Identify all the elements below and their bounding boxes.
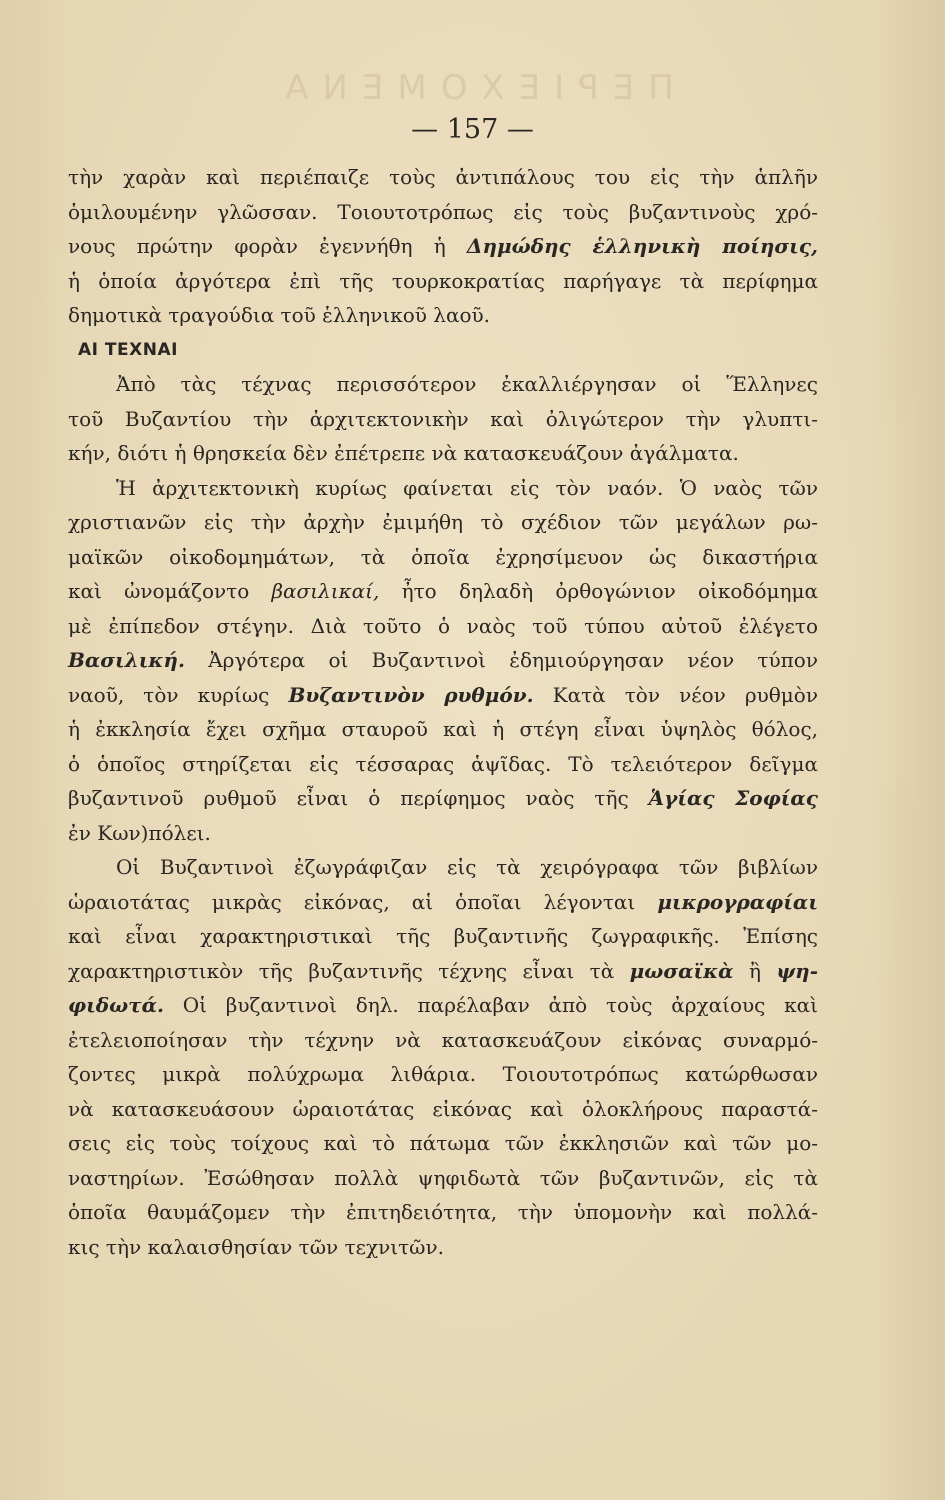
text-line: τὴν χαρὰν καὶ περιέπαιζε τοὺς ἀντιπάλους του εἰς τὴν ἁπλῆν	[68, 165, 818, 189]
text-line: χριστιανῶν εἰς τὴν ἀρχὴν ἐμιμήθη τὸ σχέδιον τῶν μεγάλων ρω-	[68, 510, 818, 534]
text-line: τοῦ Βυζαντίου τὴν ἀρχιτεκτονικὴν καὶ ὀλιγώτερον τὴν γλυπτι-	[68, 406, 818, 431]
text-run: νους πρώτην φορὰν ἐγεννήθη ἡ	[68, 234, 467, 258]
text-line	[68, 988, 818, 1023]
section-heading: ΑΙ ΤΕΧΝΑΙ	[78, 339, 178, 360]
text-line: Ἡ ἀρχιτεκτονικὴ κυρίως φαίνεται εἰς τὸν ναόν. Ὁ ναὸς τῶν	[116, 475, 818, 500]
text-line: νὰ κατασκευάσουν ὡραιοτάτας εἰκόνας καὶ ὁλοκλήρους παραστά-	[68, 1096, 818, 1121]
text-line: ὁ ὁποῖος στηρίζεται εἰς τέσσαρας ἁψῖδας. Τὸ τελειότερον δεῖγμα	[68, 751, 818, 776]
text-line: ὁποῖα θαυμάζομεν τὴν ἐπιτηδειότητα, τὴν ὑπομονὴν καὶ πολλά-	[68, 1200, 818, 1224]
text-run: καὶ ὠνομάζοντο	[68, 579, 272, 603]
text-line: μὲ ἐπίπεδον στέγην. Διὰ τοῦτο ὁ ναὸς τοῦ τύπου αὐτοῦ ἐλέγετο	[68, 613, 818, 638]
text-run: Οἱ βυζαντινοὶ δηλ. παρέλαβαν ἀπὸ τοὺς ἀρχαίους καὶ	[163, 993, 818, 1017]
emphasis-term: Βυζαντινὸν ρυθμόν.	[288, 682, 534, 707]
text-run: ἦτο δηλαδὴ ὀρθογώνιον οἰκοδόμημα	[379, 579, 818, 603]
emphasis-term: Βασιλική.	[68, 648, 185, 672]
text-line: ὁμιλουμένην γλῶσσαν. Τοιουτοτρόπως εἰς τοὺς βυζαντινοὺς χρό-	[68, 199, 818, 224]
emphasis-term: Δημώδης ἑλληνικὴ ποίησις,	[466, 234, 818, 258]
text-line	[68, 885, 818, 920]
text-line: Οἱ Βυζαντινοὶ ἐζωγράφιζαν εἰς τὰ χειρόγραφα τῶν βιβλίων	[116, 855, 818, 879]
body-text	[68, 160, 818, 1264]
text-line: δημοτικὰ τραγούδια τοῦ ἑλληνικοῦ λαοῦ.	[68, 303, 491, 327]
text-line: κις τὴν καλαισθησίαν τῶν τεχνιτῶν.	[68, 1234, 445, 1259]
text-line: ναστηρίων. Ἐσώθησαν πολλὰ ψηφιδωτὰ τῶν βυζαντινῶν, εἰς τὰ	[68, 1165, 818, 1190]
text-line	[68, 954, 818, 989]
emphasis-term: φιδωτά.	[68, 993, 164, 1017]
text-line: σεις εἰς τοὺς τοίχους καὶ τὸ πάτωμα τῶν ἐκκλησιῶν καὶ τῶν μο-	[68, 1131, 818, 1155]
text-run: ἢ	[733, 958, 777, 983]
emphasis-term: μωσαϊκὰ	[629, 958, 734, 983]
text-line: μαϊκῶν οἰκοδομημάτων, τὰ ὁποῖα ἐχρησίμευον ὡς δικαστήρια	[68, 544, 818, 569]
text-line	[68, 229, 818, 264]
text-line	[68, 643, 818, 678]
emphasis-term: Ἁγίας Σοφίας	[648, 786, 818, 810]
text-line	[68, 678, 818, 713]
text-run: Ἀργότερα οἱ Βυζαντινοὶ ἐδημιούργησαν νέον τύπον	[184, 648, 818, 672]
text-line	[68, 574, 818, 609]
bleed-through-header: ΠΕΡΙΕΧΟΜΕΝΑ	[271, 68, 674, 108]
text-line: ἡ ὁποία ἀργότερα ἐπὶ τῆς τουρκοκρατίας παρήγαγε τὰ περίφημα	[68, 268, 818, 293]
text-run: ναοῦ, τὸν κυρίως	[68, 682, 289, 707]
text-line	[68, 781, 818, 816]
text-run: χαρακτηριστικὸν τῆς βυζαντινῆς τέχνης εἶναι τὰ	[68, 958, 630, 983]
emphasis-term: βασιλικαί,	[271, 579, 380, 603]
text-line: κήν, διότι ἡ θρησκεία δὲν ἐπέτρεπε νὰ κατασκευάζουν ἀγάλματα.	[68, 441, 739, 465]
text-run: ὡραιοτάτας μικρὰς εἰκόνας, αἱ ὁποῖαι λέγονται	[68, 889, 658, 914]
text-line: Ἀπὸ τὰς τέχνας περισσότερον ἐκαλλιέργησαν οἱ Ἕλληνες	[116, 372, 818, 396]
text-run: βυζαντινοῦ ρυθμοῦ εἶναι ὁ περίφημος ναὸς τῆς	[68, 786, 649, 810]
text-line: ἡ ἐκκλησία ἔχει σχῆμα σταυροῦ καὶ ἡ στέγη εἶναι ὑψηλὸς θόλος,	[68, 717, 818, 741]
text-line: ἐν Κων)πόλει.	[68, 820, 211, 845]
emphasis-term: μικρογραφίαι	[657, 889, 818, 914]
emphasis-term: ψη-	[776, 958, 819, 983]
text-line: καὶ εἶναι χαρακτηριστικαὶ τῆς βυζαντινῆς ζωγραφικῆς. Ἐπίσης	[68, 924, 818, 948]
page-number: — 157 —	[411, 114, 534, 145]
text-run: Κατὰ τὸν νέον ρυθμὸν	[533, 682, 819, 707]
text-line: ἐτελειοποίησαν τὴν τέχνην νὰ κατασκευάζουν εἰκόνας συναρμό-	[68, 1027, 818, 1052]
text-line: ζοντες μικρὰ πολύχρωμα λιθάρια. Τοιουτοτρόπως κατώρθωσαν	[68, 1062, 818, 1086]
